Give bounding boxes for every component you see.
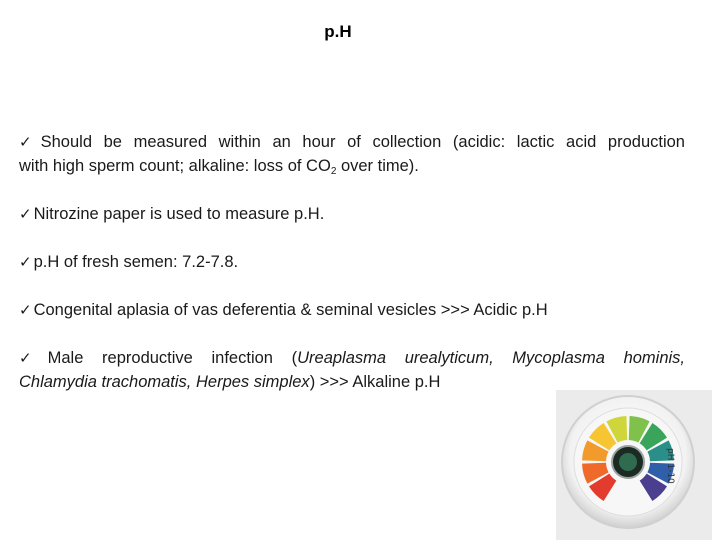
organism-names: Ureaplasma urealyticum, Mycoplasma hominis, — [297, 349, 686, 367]
checkmark-icon: ✓ — [19, 133, 39, 151]
subscript: 2 — [330, 166, 337, 177]
bullet-text: with high sperm count; alkaline: loss of CO — [19, 157, 331, 175]
checkmark-icon: ✓ — [19, 253, 32, 271]
ph-indicator-paper-dispenser-icon — [556, 390, 712, 540]
bullet-fresh-semen-ph — [19, 250, 685, 274]
bullet-text: ) >>> Alkaline p.H — [309, 373, 441, 391]
bullet-text: Congenital aplasia of vas deferentia & seminal vesicles >>> Acidic p.H — [33, 301, 548, 319]
bullet-text: p.H of fresh semen: 7.2-7.8. — [33, 253, 239, 271]
checkmark-icon: ✓ — [19, 301, 32, 319]
bullet-text: Male reproductive infection ( — [47, 349, 298, 367]
organism-names: Chlamydia trachomatis, Herpes simplex — [19, 373, 310, 391]
bullet-line — [19, 154, 685, 178]
checkmark-icon: ✓ — [19, 349, 46, 367]
bullet-line — [19, 346, 685, 370]
bullet-text: Nitrozine paper is used to measure p.H. — [33, 205, 325, 223]
bullet-infection — [19, 346, 685, 394]
page-title: p.H — [324, 22, 352, 41]
bullet-line — [19, 130, 685, 154]
bullet-nitrozine-paper — [19, 202, 685, 226]
bullet-text: Should be measured within an hour of collection (acidic: lactic acid production — [40, 133, 685, 151]
checkmark-icon: ✓ — [19, 205, 32, 223]
bullet-measurement-timing — [19, 130, 685, 178]
bullet-congenital-aplasia — [19, 298, 685, 322]
ph-paper-photo — [556, 390, 712, 540]
scale-label: pH 1-10 — [665, 448, 675, 484]
bullet-text: over time). — [336, 157, 419, 175]
